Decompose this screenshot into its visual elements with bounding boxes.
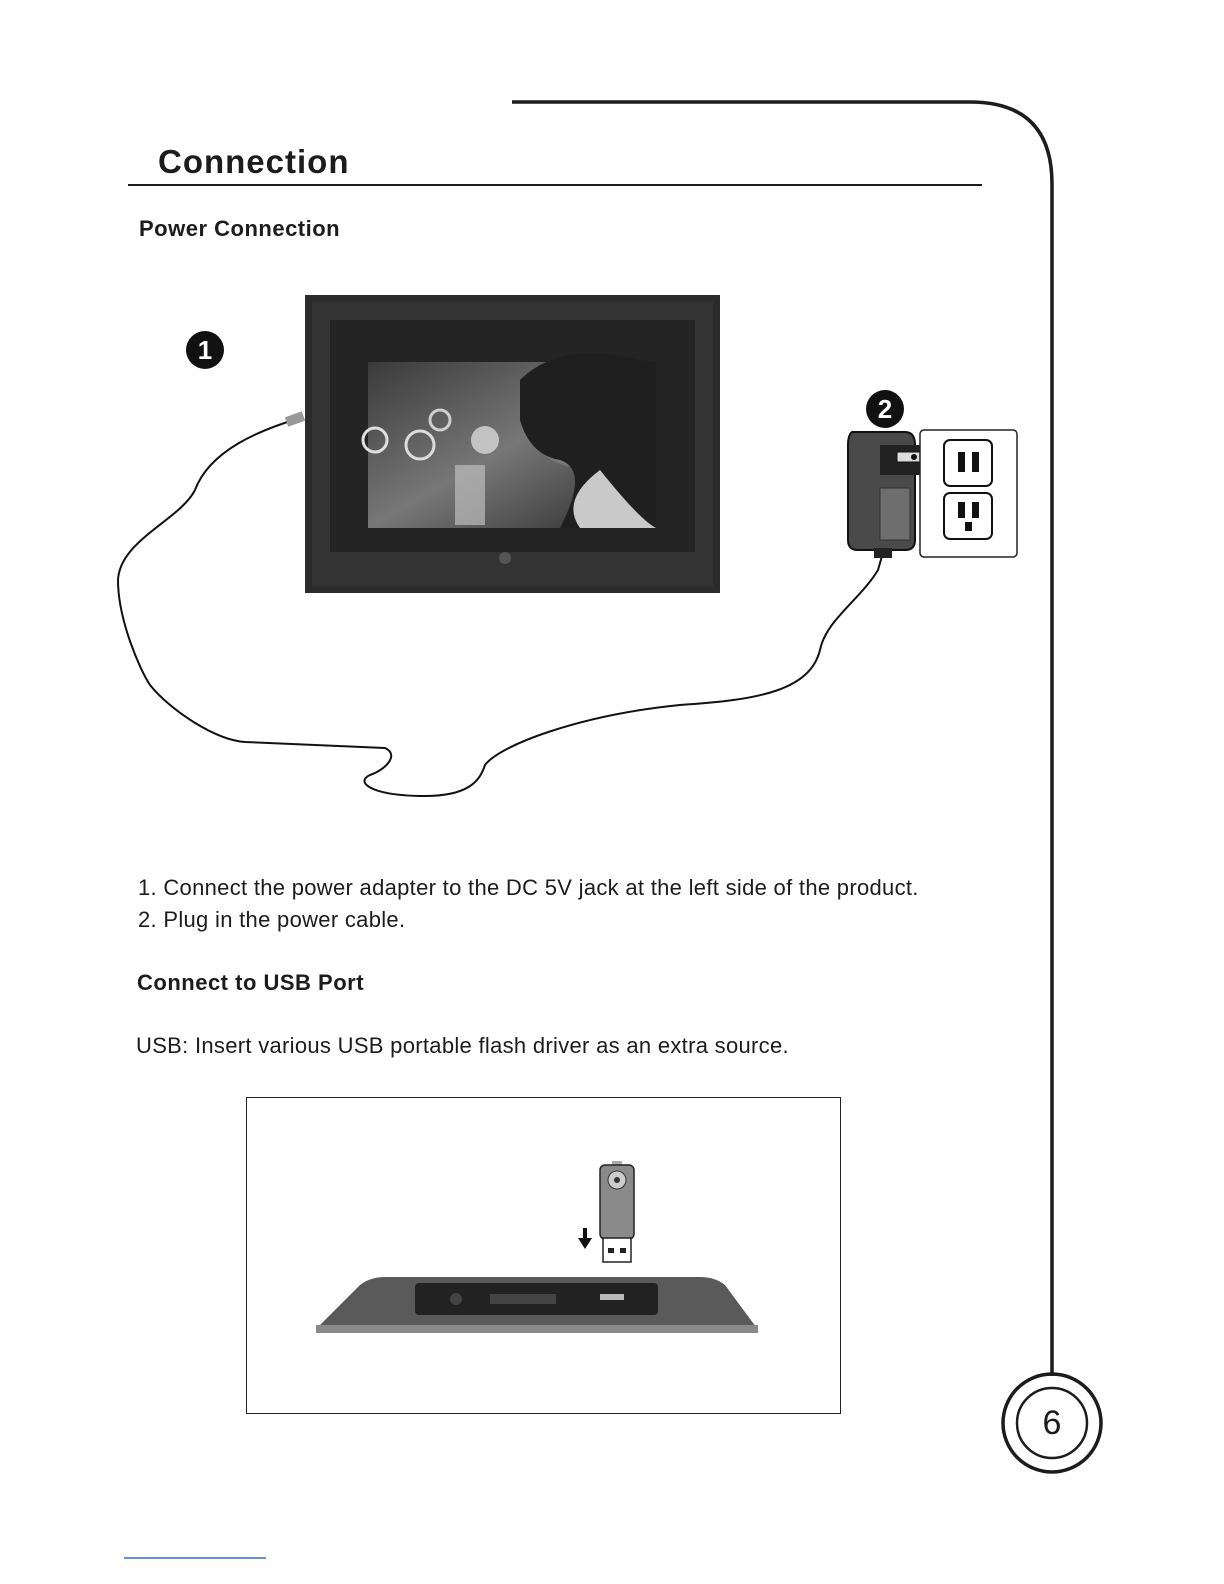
- section-title: Connection: [158, 143, 350, 180]
- step-marker-2: 2: [866, 390, 904, 428]
- step-marker-1: 1: [186, 331, 224, 369]
- wall-outlet-icon: [920, 430, 1017, 557]
- power-step-1: 1. Connect the power adapter to the DC 5V jack at the left side of the product.: [138, 875, 919, 900]
- power-step-2: 2. Plug in the power cable.: [138, 907, 406, 932]
- bottom-link-underline: [124, 1557, 266, 1559]
- title-rule: [128, 184, 982, 186]
- page-number: 6: [1042, 1403, 1062, 1442]
- photo-frame-illustration: [305, 295, 720, 593]
- power-connection-heading: Power Connection: [139, 216, 341, 241]
- cable-plug: [285, 411, 305, 427]
- usb-description: USB: Insert various USB portable flash driver as an extra source.: [136, 1033, 789, 1058]
- usb-illustration-box: [246, 1097, 841, 1414]
- usb-connection-heading: Connect to USB Port: [137, 970, 365, 995]
- power-adapter-icon: [848, 432, 927, 558]
- power-steps-list: [138, 872, 919, 936]
